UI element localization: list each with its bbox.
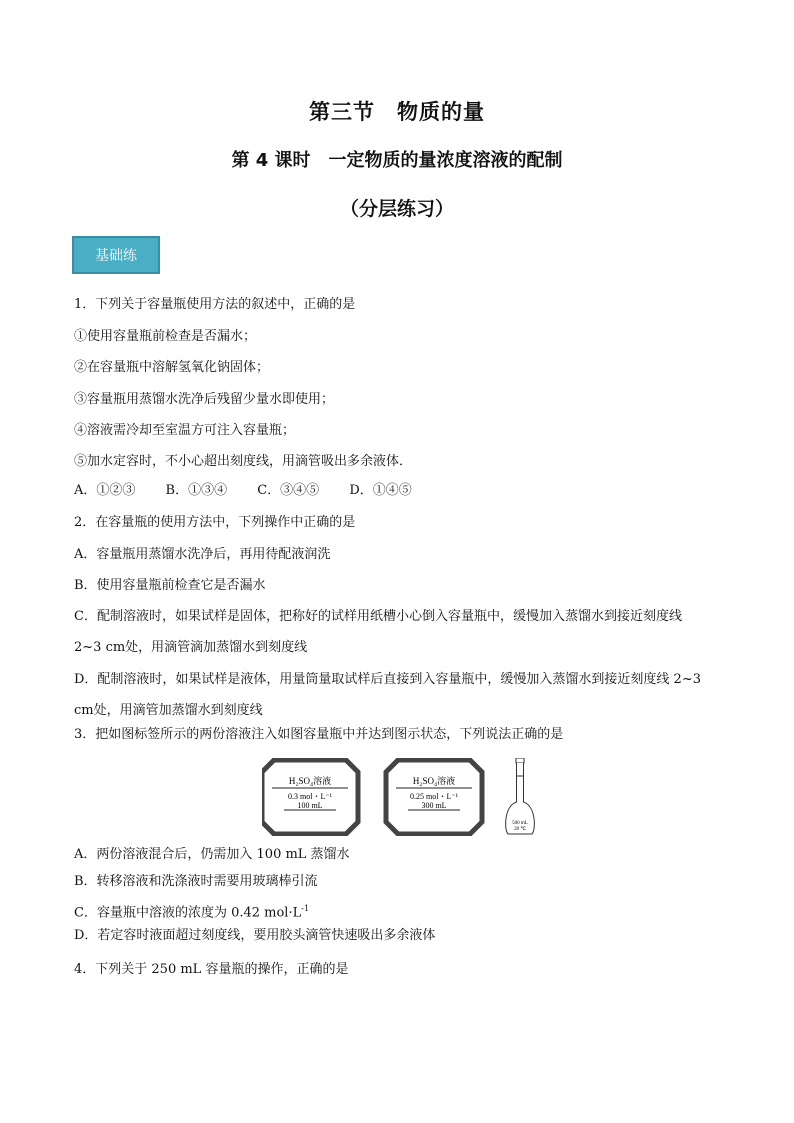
- label1-name: H₂SO₄溶液: [288, 776, 332, 786]
- q2-option-c-line1: C．配制溶液时，如果试样是固体，把称好的试样用纸槽小心倒入容量瓶中，缓慢加入蒸馏水到接近刻度线: [74, 609, 682, 624]
- q2-option-c-line2: 2~3 cm处，用滴管滴加蒸馏水到刻度线: [74, 640, 308, 655]
- lesson-title: 第 4 课时 一定物质的量浓度溶液的配制: [231, 150, 563, 171]
- label2-name: H₂SO₄溶液: [412, 776, 456, 786]
- q1-option-a: A．①②③: [74, 483, 136, 498]
- q1-item-3: ③容量瓶用蒸馏水洗净后残留少量水即使用；: [74, 392, 335, 407]
- q1-option-c: C．③④⑤: [257, 483, 320, 498]
- q3-option-c-text: C．容量瓶中溶液的浓度为 0.42 mol·L: [74, 905, 302, 921]
- flask-volume: 500 mL: [512, 821, 528, 826]
- solution-label-1: [262, 760, 358, 834]
- q2-option-d-line1: D．配制溶液时，如果试样是液体，用量筒量取试样后直接到入容量瓶中，缓慢加入蒸馏水到接近刻度线 2~3: [74, 672, 701, 687]
- q3-figure: [262, 758, 542, 836]
- label2-concentration: 0.25 mol・L⁻¹: [410, 792, 458, 801]
- q4-stem: 4．下列关于 250 mL 容量瓶的操作，正确的是: [74, 962, 349, 977]
- q2-option-d-line2: cm处，用滴管加蒸馏水到刻度线: [74, 703, 263, 718]
- q3-option-c-superscript: -1: [301, 904, 310, 913]
- q3-option-d: D．若定容时液面超过刻度线，要用胶头滴管快速吸出多余液体: [74, 928, 436, 943]
- subtitle: （分层练习）: [339, 198, 454, 220]
- q1-item-1: ①使用容量瓶前检查是否漏水；: [74, 329, 257, 344]
- q1-options: [74, 482, 438, 500]
- solution-label-2: [386, 760, 482, 834]
- q1-option-d: D．①④⑤: [349, 483, 412, 498]
- q1-item-2: ②在容量瓶中溶解氢氧化钠固体；: [74, 360, 270, 375]
- q1-item-5: ⑤加水定容时，不小心超出刻度线，用滴管吸出多余液体．: [74, 454, 413, 469]
- q2-stem: 2．在容量瓶的使用方法中，下列操作中正确的是: [74, 515, 356, 530]
- q1-item-4: ④溶液需冷却至室温方可注入容量瓶；: [74, 423, 296, 438]
- q1-stem: 1．下列关于容量瓶使用方法的叙述中，正确的是: [74, 297, 356, 312]
- section-title: 第三节 物质的量: [309, 100, 485, 124]
- q2-option-b: B．使用容量瓶前检查它是否漏水: [74, 578, 266, 593]
- q3-stem: 3．把如图标签所示的两份溶液注入如图容量瓶中并达到图示状态，下列说法正确的是: [74, 727, 564, 742]
- label1-concentration: 0.3 mol・L⁻¹: [288, 792, 332, 801]
- q3-option-a: A．两份溶液混合后，仍需加入 100 mL 蒸馏水: [74, 847, 350, 862]
- basic-practice-badge: 基础练: [72, 236, 160, 274]
- volumetric-flask-icon: [506, 758, 535, 834]
- label2-volume: 300 mL: [421, 801, 447, 810]
- q2-option-a: A．容量瓶用蒸馏水洗净后，再用待配液润洗: [74, 547, 331, 562]
- flask-temperature: 20 ℃: [514, 827, 526, 832]
- q1-option-b: B．①③④: [165, 483, 228, 498]
- label1-volume: 100 mL: [297, 801, 323, 810]
- q3-option-b: B．转移溶液和洗涤液时需要用玻璃棒引流: [74, 874, 318, 889]
- q3-option-c: [74, 900, 309, 922]
